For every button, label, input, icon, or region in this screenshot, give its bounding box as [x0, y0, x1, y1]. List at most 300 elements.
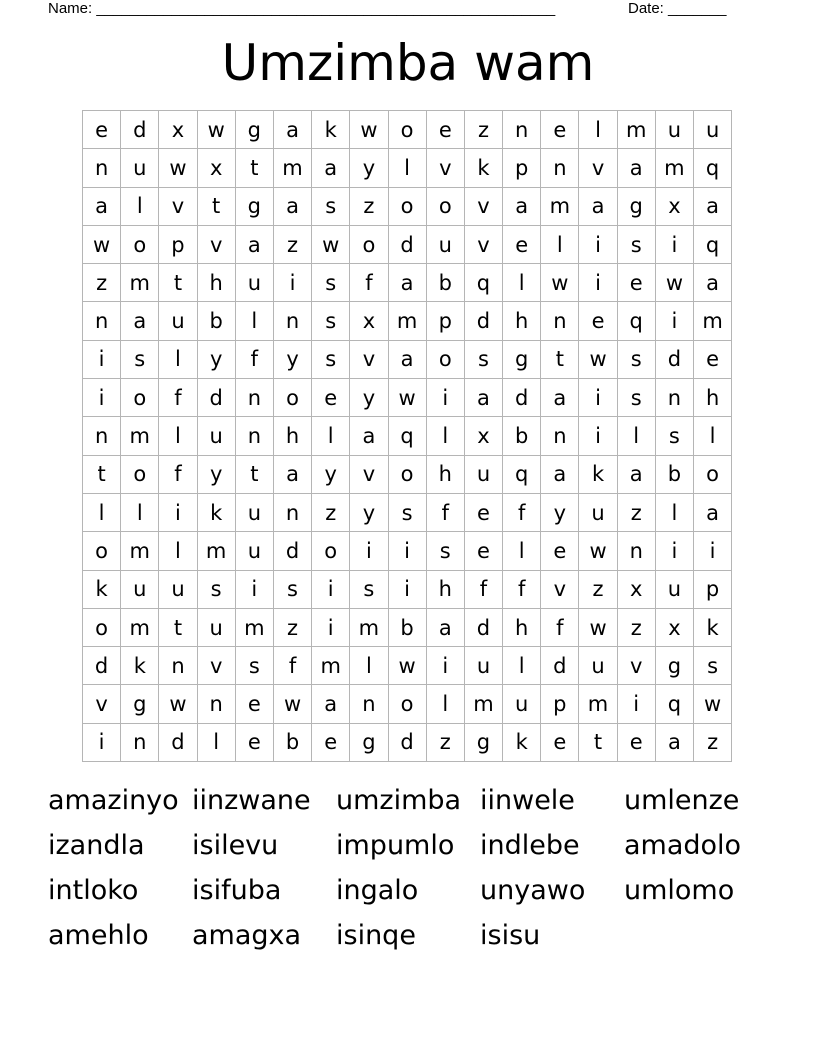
- grid-cell: n: [274, 302, 312, 340]
- grid-cell: o: [274, 379, 312, 417]
- grid-cell: p: [503, 149, 541, 187]
- grid-cell: g: [121, 685, 159, 723]
- grid-cell: a: [503, 188, 541, 226]
- grid-cell: h: [198, 264, 236, 302]
- grid-cell: i: [656, 532, 694, 570]
- grid-cell: i: [83, 341, 121, 379]
- grid-cell: s: [656, 417, 694, 455]
- grid-cell: w: [579, 609, 617, 647]
- word-list-item: unyawo: [480, 875, 586, 906]
- grid-cell: q: [503, 456, 541, 494]
- grid-cell: a: [274, 456, 312, 494]
- grid-cell: a: [389, 341, 427, 379]
- grid-cell: q: [656, 685, 694, 723]
- grid-cell: q: [694, 149, 732, 187]
- grid-cell: x: [656, 188, 694, 226]
- grid-cell: i: [656, 226, 694, 264]
- word-list-item: iinwele: [480, 785, 575, 816]
- grid-cell: i: [312, 571, 350, 609]
- grid-cell: a: [694, 188, 732, 226]
- grid-cell: u: [503, 685, 541, 723]
- grid-cell: z: [83, 264, 121, 302]
- grid-cell: x: [656, 609, 694, 647]
- grid-cell: x: [159, 111, 197, 149]
- grid-cell: d: [274, 532, 312, 570]
- grid-cell: z: [465, 111, 503, 149]
- grid-cell: z: [427, 724, 465, 762]
- grid-cell: i: [83, 379, 121, 417]
- grid-cell: y: [350, 494, 388, 532]
- grid-cell: p: [694, 571, 732, 609]
- grid-cell: q: [618, 302, 656, 340]
- grid-cell: a: [465, 379, 503, 417]
- grid-cell: w: [389, 647, 427, 685]
- grid-cell: d: [656, 341, 694, 379]
- grid-cell: o: [389, 456, 427, 494]
- grid-cell: u: [465, 456, 503, 494]
- grid-cell: i: [427, 647, 465, 685]
- word-list-item: impumlo: [336, 830, 455, 861]
- grid-cell: u: [121, 149, 159, 187]
- grid-cell: z: [579, 571, 617, 609]
- grid-cell: u: [236, 494, 274, 532]
- grid-cell: i: [427, 379, 465, 417]
- grid-cell: e: [312, 724, 350, 762]
- grid-cell: w: [350, 111, 388, 149]
- word-list-item: indlebe: [480, 830, 580, 861]
- grid-cell: a: [427, 609, 465, 647]
- grid-cell: a: [389, 264, 427, 302]
- grid-cell: i: [579, 417, 617, 455]
- grid-cell: i: [312, 609, 350, 647]
- grid-cell: a: [121, 302, 159, 340]
- grid-cell: u: [198, 417, 236, 455]
- grid-cell: y: [350, 379, 388, 417]
- grid-cell: z: [618, 494, 656, 532]
- grid-cell: l: [503, 532, 541, 570]
- grid-cell: a: [579, 188, 617, 226]
- grid-cell: w: [579, 341, 617, 379]
- grid-cell: a: [312, 149, 350, 187]
- word-list-item: isinqe: [336, 920, 416, 951]
- grid-cell: i: [350, 532, 388, 570]
- grid-cell: k: [694, 609, 732, 647]
- grid-cell: x: [198, 149, 236, 187]
- grid-cell: e: [579, 302, 617, 340]
- grid-cell: s: [618, 341, 656, 379]
- grid-cell: b: [656, 456, 694, 494]
- grid-cell: a: [541, 456, 579, 494]
- grid-cell: l: [579, 111, 617, 149]
- grid-cell: u: [465, 647, 503, 685]
- grid-cell: d: [389, 226, 427, 264]
- grid-cell: l: [694, 417, 732, 455]
- grid-cell: m: [541, 188, 579, 226]
- word-list-item: iinzwane: [192, 785, 311, 816]
- grid-cell: p: [541, 685, 579, 723]
- grid-cell: x: [350, 302, 388, 340]
- grid-cell: m: [389, 302, 427, 340]
- grid-cell: w: [694, 685, 732, 723]
- grid-cell: i: [579, 226, 617, 264]
- grid-cell: i: [159, 494, 197, 532]
- grid-cell: n: [656, 379, 694, 417]
- grid-cell: x: [465, 417, 503, 455]
- grid-cell: d: [503, 379, 541, 417]
- word-list-item: isilevu: [192, 830, 279, 861]
- word-list-item: izandla: [48, 830, 145, 861]
- grid-cell: s: [618, 226, 656, 264]
- grid-cell: a: [274, 188, 312, 226]
- grid-cell: v: [465, 226, 503, 264]
- grid-cell: i: [656, 302, 694, 340]
- grid-cell: h: [274, 417, 312, 455]
- grid-cell: m: [121, 609, 159, 647]
- grid-cell: o: [121, 226, 159, 264]
- grid-cell: y: [198, 456, 236, 494]
- grid-cell: y: [312, 456, 350, 494]
- grid-cell: a: [618, 149, 656, 187]
- grid-cell: o: [312, 532, 350, 570]
- grid-cell: s: [312, 341, 350, 379]
- grid-cell: i: [618, 685, 656, 723]
- grid-cell: l: [503, 647, 541, 685]
- grid-cell: q: [465, 264, 503, 302]
- grid-cell: l: [121, 188, 159, 226]
- grid-cell: y: [350, 149, 388, 187]
- grid-cell: o: [427, 341, 465, 379]
- grid-cell: y: [541, 494, 579, 532]
- word-list-item: umzimba: [336, 785, 462, 816]
- grid-cell: v: [159, 188, 197, 226]
- grid-cell: a: [312, 685, 350, 723]
- grid-cell: u: [159, 571, 197, 609]
- grid-cell: b: [427, 264, 465, 302]
- grid-cell: h: [427, 571, 465, 609]
- grid-cell: g: [350, 724, 388, 762]
- grid-cell: n: [83, 417, 121, 455]
- grid-cell: i: [579, 264, 617, 302]
- grid-cell: e: [465, 532, 503, 570]
- grid-cell: g: [236, 111, 274, 149]
- grid-cell: l: [427, 417, 465, 455]
- grid-cell: o: [427, 188, 465, 226]
- grid-cell: l: [350, 647, 388, 685]
- word-list-item: amadolo: [624, 830, 742, 861]
- word-list-item: amehlo: [48, 920, 149, 951]
- word-list: [48, 778, 768, 958]
- grid-cell: l: [541, 226, 579, 264]
- grid-cell: d: [198, 379, 236, 417]
- grid-cell: h: [503, 302, 541, 340]
- grid-cell: s: [312, 302, 350, 340]
- grid-cell: s: [312, 188, 350, 226]
- grid-cell: v: [83, 685, 121, 723]
- grid-cell: a: [350, 417, 388, 455]
- grid-cell: m: [121, 532, 159, 570]
- grid-cell: e: [541, 532, 579, 570]
- grid-cell: s: [198, 571, 236, 609]
- word-list-item: amazinyo: [48, 785, 179, 816]
- grid-cell: g: [236, 188, 274, 226]
- header: [48, 0, 748, 20]
- grid-cell: u: [694, 111, 732, 149]
- grid-cell: d: [389, 724, 427, 762]
- grid-cell: k: [579, 456, 617, 494]
- grid-cell: v: [350, 341, 388, 379]
- grid-cell: g: [503, 341, 541, 379]
- grid-cell: s: [389, 494, 427, 532]
- grid-cell: v: [350, 456, 388, 494]
- name-field-label: Name: _______________________________________________________: [48, 0, 556, 17]
- grid-cell: m: [274, 149, 312, 187]
- grid-cell: m: [350, 609, 388, 647]
- grid-cell: u: [159, 302, 197, 340]
- grid-cell: l: [236, 302, 274, 340]
- grid-cell: m: [121, 417, 159, 455]
- grid-cell: l: [427, 685, 465, 723]
- grid-cell: v: [618, 647, 656, 685]
- grid-cell: n: [350, 685, 388, 723]
- grid-cell: m: [312, 647, 350, 685]
- grid-cell: s: [312, 264, 350, 302]
- grid-cell: o: [389, 188, 427, 226]
- grid-cell: b: [198, 302, 236, 340]
- grid-cell: k: [465, 149, 503, 187]
- grid-cell: f: [503, 571, 541, 609]
- grid-cell: i: [389, 571, 427, 609]
- grid-cell: t: [236, 456, 274, 494]
- word-list-item: amagxa: [192, 920, 302, 951]
- grid-cell: t: [236, 149, 274, 187]
- grid-cell: a: [656, 724, 694, 762]
- grid-cell: v: [579, 149, 617, 187]
- grid-cell: t: [198, 188, 236, 226]
- grid-cell: s: [350, 571, 388, 609]
- grid-cell: a: [274, 111, 312, 149]
- grid-cell: e: [465, 494, 503, 532]
- grid-cell: y: [198, 341, 236, 379]
- grid-cell: w: [312, 226, 350, 264]
- grid-cell: z: [694, 724, 732, 762]
- grid-cell: s: [694, 647, 732, 685]
- grid-cell: u: [198, 609, 236, 647]
- grid-cell: n: [83, 302, 121, 340]
- grid-cell: t: [159, 264, 197, 302]
- grid-cell: e: [618, 264, 656, 302]
- grid-cell: s: [427, 532, 465, 570]
- grid-cell: l: [618, 417, 656, 455]
- grid-cell: d: [121, 111, 159, 149]
- grid-cell: g: [656, 647, 694, 685]
- grid-cell: t: [159, 609, 197, 647]
- grid-cell: l: [159, 341, 197, 379]
- grid-cell: a: [541, 379, 579, 417]
- grid-cell: w: [159, 685, 197, 723]
- grid-cell: k: [503, 724, 541, 762]
- word-list-item: umlenze: [624, 785, 740, 816]
- grid-cell: m: [694, 302, 732, 340]
- grid-cell: e: [694, 341, 732, 379]
- page-title: Umzimba wam: [221, 34, 595, 92]
- grid-cell: l: [503, 264, 541, 302]
- grid-cell: a: [618, 456, 656, 494]
- grid-cell: w: [656, 264, 694, 302]
- grid-cell: e: [618, 724, 656, 762]
- grid-cell: x: [618, 571, 656, 609]
- grid-cell: o: [121, 456, 159, 494]
- grid-cell: n: [541, 302, 579, 340]
- grid-cell: e: [503, 226, 541, 264]
- grid-cell: z: [312, 494, 350, 532]
- grid-cell: n: [83, 149, 121, 187]
- grid-cell: i: [694, 532, 732, 570]
- grid-cell: n: [503, 111, 541, 149]
- grid-cell: w: [389, 379, 427, 417]
- grid-cell: d: [541, 647, 579, 685]
- grid-cell: t: [579, 724, 617, 762]
- grid-cell: e: [427, 111, 465, 149]
- grid-cell: f: [503, 494, 541, 532]
- grid-cell: u: [656, 571, 694, 609]
- grid-cell: o: [694, 456, 732, 494]
- date-field-label: Date: _______: [628, 0, 727, 17]
- grid-cell: u: [656, 111, 694, 149]
- grid-cell: w: [159, 149, 197, 187]
- grid-cell: b: [389, 609, 427, 647]
- grid-cell: e: [236, 685, 274, 723]
- grid-cell: m: [465, 685, 503, 723]
- grid-cell: w: [274, 685, 312, 723]
- grid-cell: k: [312, 111, 350, 149]
- grid-cell: s: [121, 341, 159, 379]
- grid-cell: s: [236, 647, 274, 685]
- grid-cell: o: [83, 609, 121, 647]
- grid-cell: f: [274, 647, 312, 685]
- grid-cell: f: [159, 456, 197, 494]
- word-list-item: isisu: [480, 920, 541, 951]
- grid-cell: g: [618, 188, 656, 226]
- grid-cell: o: [83, 532, 121, 570]
- grid-cell: n: [541, 417, 579, 455]
- grid-cell: h: [427, 456, 465, 494]
- grid-cell: b: [503, 417, 541, 455]
- grid-cell: s: [618, 379, 656, 417]
- grid-cell: m: [236, 609, 274, 647]
- grid-cell: y: [274, 341, 312, 379]
- grid-cell: w: [198, 111, 236, 149]
- grid-cell: f: [465, 571, 503, 609]
- grid-cell: n: [274, 494, 312, 532]
- grid-cell: e: [541, 724, 579, 762]
- grid-cell: m: [618, 111, 656, 149]
- grid-cell: v: [541, 571, 579, 609]
- grid-cell: i: [274, 264, 312, 302]
- grid-cell: g: [465, 724, 503, 762]
- grid-cell: n: [159, 647, 197, 685]
- grid-cell: m: [121, 264, 159, 302]
- grid-cell: f: [159, 379, 197, 417]
- grid-cell: n: [198, 685, 236, 723]
- grid-cell: n: [236, 379, 274, 417]
- grid-cell: a: [236, 226, 274, 264]
- grid-cell: i: [236, 571, 274, 609]
- grid-cell: v: [427, 149, 465, 187]
- grid-cell: f: [236, 341, 274, 379]
- grid-cell: o: [350, 226, 388, 264]
- grid-cell: q: [694, 226, 732, 264]
- grid-cell: l: [389, 149, 427, 187]
- grid-cell: u: [236, 532, 274, 570]
- grid-cell: z: [618, 609, 656, 647]
- word-list-item: ingalo: [336, 875, 419, 906]
- grid-cell: p: [159, 226, 197, 264]
- grid-cell: f: [350, 264, 388, 302]
- grid-cell: s: [465, 341, 503, 379]
- grid-cell: i: [389, 532, 427, 570]
- grid-cell: u: [121, 571, 159, 609]
- grid-cell: b: [274, 724, 312, 762]
- grid-cell: u: [579, 494, 617, 532]
- grid-cell: d: [83, 647, 121, 685]
- grid-cell: l: [312, 417, 350, 455]
- grid-cell: p: [427, 302, 465, 340]
- grid-cell: k: [83, 571, 121, 609]
- grid-cell: l: [83, 494, 121, 532]
- grid-cell: v: [198, 647, 236, 685]
- grid-cell: m: [198, 532, 236, 570]
- grid-cell: o: [389, 111, 427, 149]
- grid-cell: m: [656, 149, 694, 187]
- grid-cell: s: [274, 571, 312, 609]
- grid-cell: o: [389, 685, 427, 723]
- grid-cell: a: [83, 188, 121, 226]
- grid-cell: e: [83, 111, 121, 149]
- grid-cell: m: [579, 685, 617, 723]
- word-list-item: umlomo: [624, 875, 735, 906]
- grid-cell: z: [274, 226, 312, 264]
- grid-cell: n: [236, 417, 274, 455]
- grid-cell: d: [465, 609, 503, 647]
- grid-cell: e: [312, 379, 350, 417]
- grid-cell: h: [694, 379, 732, 417]
- grid-cell: o: [121, 379, 159, 417]
- grid-cell: d: [465, 302, 503, 340]
- grid-cell: n: [121, 724, 159, 762]
- grid-cell: v: [198, 226, 236, 264]
- grid-cell: i: [83, 724, 121, 762]
- grid-cell: t: [541, 341, 579, 379]
- grid-cell: l: [159, 532, 197, 570]
- grid-cell: l: [198, 724, 236, 762]
- grid-cell: t: [83, 456, 121, 494]
- grid-cell: k: [198, 494, 236, 532]
- grid-cell: u: [427, 226, 465, 264]
- grid-cell: f: [427, 494, 465, 532]
- grid-cell: w: [579, 532, 617, 570]
- grid-cell: d: [159, 724, 197, 762]
- grid-cell: k: [121, 647, 159, 685]
- grid-cell: e: [236, 724, 274, 762]
- word-search-grid: [82, 110, 732, 762]
- word-list-item: intloko: [48, 875, 139, 906]
- word-list-item: isifuba: [192, 875, 282, 906]
- grid-cell: z: [350, 188, 388, 226]
- grid-cell: v: [465, 188, 503, 226]
- grid-cell: n: [541, 149, 579, 187]
- grid-cell: f: [541, 609, 579, 647]
- grid-cell: u: [579, 647, 617, 685]
